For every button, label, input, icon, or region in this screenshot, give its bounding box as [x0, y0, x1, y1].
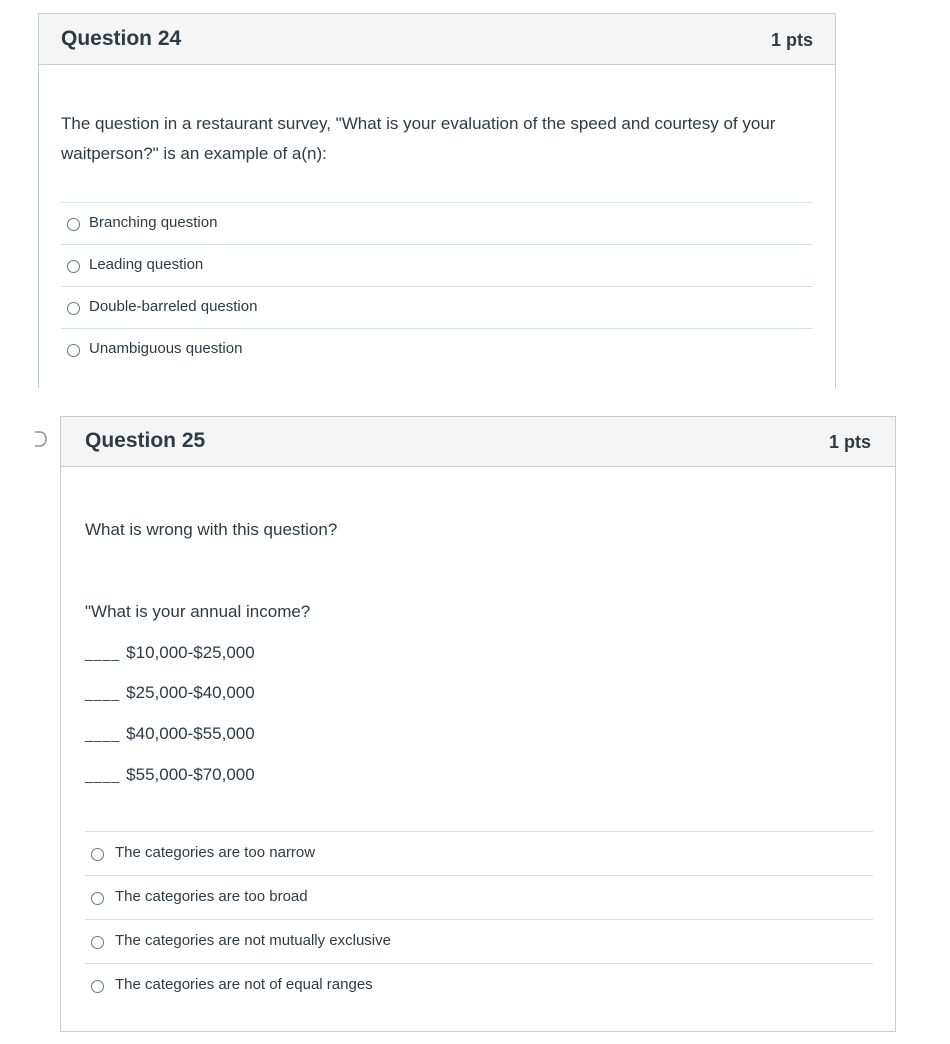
answer-label: Unambiguous question [89, 340, 243, 357]
answer-label: Leading question [89, 256, 204, 273]
question-24-text-line-1: The question in a restaurant survey, "What is your evaluation of the speed and courtesy of your [61, 114, 776, 133]
question-24-title: Question 24 [61, 27, 182, 50]
answer-label: The categories are too narrow [115, 844, 316, 861]
answer-categories-too-broad[interactable] [85, 875, 873, 919]
income-option [85, 643, 255, 663]
question-25-title: Question 25 [85, 429, 206, 452]
answer-label: The categories are not of equal ranges [115, 976, 373, 993]
answer-double-barreled-question[interactable] [61, 286, 813, 328]
blank-line: ____ [85, 645, 121, 661]
question-24-card [38, 13, 836, 388]
radio-button-icon[interactable] [67, 302, 80, 315]
radio-button-icon[interactable] [91, 892, 104, 905]
answer-categories-not-mutually-exclusive[interactable] [85, 919, 873, 963]
question-25-text: What is wrong with this question? [85, 520, 338, 539]
question-24-text-line-2: waitperson?" is an example of a(n): [61, 144, 327, 163]
income-option [85, 683, 255, 703]
income-option-label: $25,000-$40,000 [126, 683, 255, 702]
answer-categories-not-equal-ranges[interactable] [85, 963, 873, 1007]
question-24-points: 1 pts [770, 30, 813, 50]
radio-button-icon[interactable] [91, 980, 104, 993]
question-25-header [61, 417, 895, 467]
blank-line: ____ [85, 685, 121, 701]
answer-categories-too-narrow[interactable] [85, 831, 873, 875]
question-25-answers [85, 831, 873, 1007]
radio-button-icon[interactable] [91, 848, 104, 861]
question-24-answers [61, 202, 813, 370]
radio-button-icon[interactable] [91, 936, 104, 949]
answer-branching-question[interactable] [61, 202, 813, 244]
answer-label: Branching question [89, 214, 218, 231]
income-option [85, 765, 255, 785]
radio-button-icon[interactable] [67, 218, 80, 231]
answer-label: The categories are too broad [115, 888, 308, 905]
income-option-label: $40,000-$55,000 [126, 724, 255, 743]
income-option-label: $10,000-$25,000 [126, 643, 255, 662]
blank-line: ____ [85, 726, 121, 742]
answer-label: Double-barreled question [89, 298, 258, 315]
income-subquestion: "What is your annual income? [85, 602, 311, 621]
answer-unambiguous-question[interactable] [61, 328, 813, 370]
answer-label: The categories are not mutually exclusive [115, 932, 391, 949]
bookmark-flag-icon[interactable] [32, 430, 48, 448]
question-24-text [61, 109, 821, 169]
radio-button-icon[interactable] [67, 260, 80, 273]
radio-button-icon[interactable] [67, 344, 80, 357]
income-option-label: $55,000-$70,000 [126, 765, 255, 784]
question-25-points: 1 pts [828, 432, 871, 452]
income-option [85, 724, 255, 744]
question-25-card [60, 416, 896, 1032]
answer-leading-question[interactable] [61, 244, 813, 286]
question-24-header [39, 14, 835, 65]
blank-line: ____ [85, 767, 121, 783]
